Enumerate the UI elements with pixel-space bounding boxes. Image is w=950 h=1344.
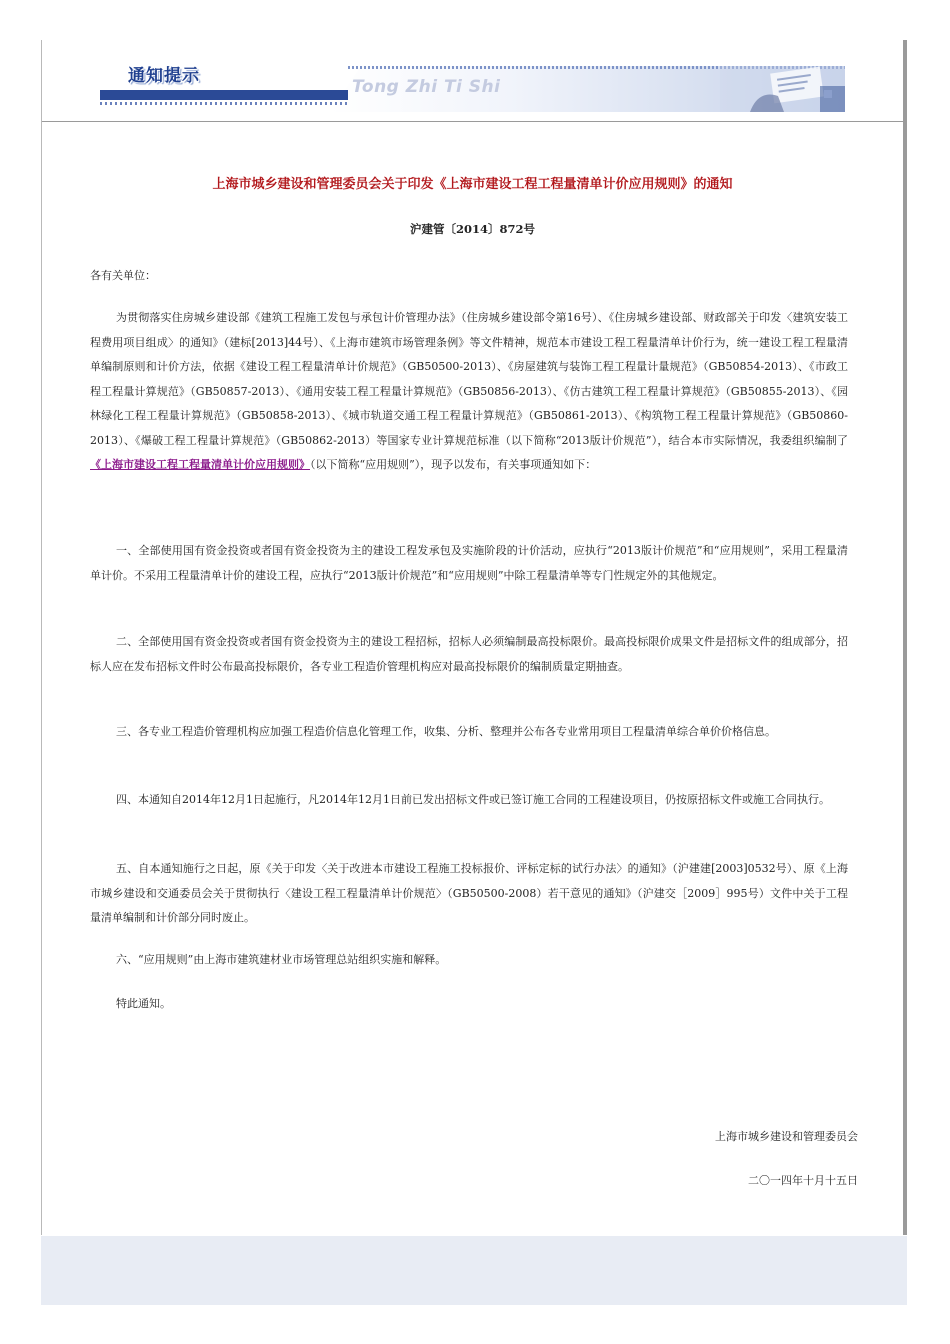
regulation-link[interactable]: 《上海市建设工程工程量清单计价应用规则》 xyxy=(90,458,310,471)
banner-subtitle: Tong Zhi Ti Shi xyxy=(352,77,501,97)
closing-line: 特此通知。 xyxy=(116,997,171,1010)
document-title: 上海市城乡建设和管理委员会关于印发《上海市建设工程工程量清单计价应用规则》的通知 xyxy=(212,177,733,192)
clause-paragraph-3: 三、各专业工程造价管理机构应加强工程造价信息化管理工作，收集、分析、整理并公布各专业常用项目工程量清单综合单价价格信息。 xyxy=(116,725,776,738)
issuer-signature: 上海市城乡建设和管理委员会 xyxy=(715,1130,858,1143)
header-divider xyxy=(42,121,903,122)
banner-document-illustration-icon xyxy=(720,66,845,112)
notice-banner xyxy=(100,58,845,114)
banner-title: 通知提示 xyxy=(128,66,200,86)
intro-text-before-link: 为贯彻落实住房城乡建设部《建筑工程施工发包与承包计价管理办法》（住房城乡建设部令第16号）、《住房城乡建设部、财政部关于印发〈建筑安装工程费用项目组成〉的通知》（建标[2013]44号）、《上海市建筑市场管理条例》等文件精神，规范本市建设工程工程量清单计价行为，统一建设工程工程量清单编制原则和计价方法，依据《建设工程工程量清单计价规范》（GB50500-2013）、《房屋建筑与装饰工程工程量计量规范》（GB50854-2013）、《市政工程工程量计算规范》（GB50857-2013）、《通用安装工程工程量计算规范》（GB50856-2013）、《仿古建筑工程工程量计算规范》（GB50855-2013）、《园林绿化工程工程量计算规范》（GB50858-2013）、《城市轨道交通工程工程量计算规范》（GB50861-2013）、《构筑物工程工程量计算规范》（GB50860-2013）、《爆破工程工程量计算规范》（GB50862-2013）等国家专业计算规范标准（以下简称“2013版计价规范”），结合本市实际情况，我委组织编制了 xyxy=(90,311,848,447)
issue-date: 二〇一四年十月十五日 xyxy=(748,1174,858,1187)
banner-dotted-underline xyxy=(100,102,348,105)
clause-paragraph-4: 四、本通知自2014年12月1日起施行，凡2014年12月1日前已发出招标文件或已签订施工合同的工程建设项目，仍按原招标文件或施工合同执行。 xyxy=(116,793,830,806)
intro-paragraph xyxy=(90,306,848,478)
footer-band xyxy=(41,1236,907,1305)
clause-paragraph-6: 六、“应用规则”由上海市建筑建材业市场管理总站组织实施和解释。 xyxy=(116,953,447,966)
salutation: 各有关单位： xyxy=(90,269,156,282)
clause-paragraph-2: 二、全部使用国有资金投资或者国有资金投资为主的建设工程招标，招标人必须编制最高投标限价。最高投标限价成果文件是招标文件的组成部分，招标人应在发布招标文件时公布最高投标限价，各专业工程造价管理机构应对最高投标限价的编制质量定期抽查。 xyxy=(90,635,848,673)
document-number: 沪建管〔2014〕872号 xyxy=(409,222,535,236)
clause-paragraph-5: 五、自本通知施行之日起，原《关于印发〈关于改进本市建设工程施工投标报价、评标定标的试行办法〉的通知》（沪建建[2003]0532号）、原《上海市城乡建设和交通委员会关于贯彻执行〈建设工程工程量清单计价规范〉（GB50500-2008）若干意见的通知》（沪建交［2009］995号）文件中关于工程量清单编制和计价部分同时废止。 xyxy=(90,862,848,924)
intro-text-after-link: （以下简称“应用规则”），现予以发布，有关事项通知如下： xyxy=(310,458,597,471)
page-border-right xyxy=(903,40,907,1235)
clause-paragraph-1: 一、全部使用国有资金投资或者国有资金投资为主的建设工程发承包及实施阶段的计价活动，应执行“2013版计价规范”和“应用规则”，采用工程量清单计价。不采用工程量清单计价的建设工程，应执行“2013版计价规范”和“应用规则”中除工程量清单等专门性规定外的其他规定。 xyxy=(90,544,848,582)
banner-bar xyxy=(100,90,348,100)
